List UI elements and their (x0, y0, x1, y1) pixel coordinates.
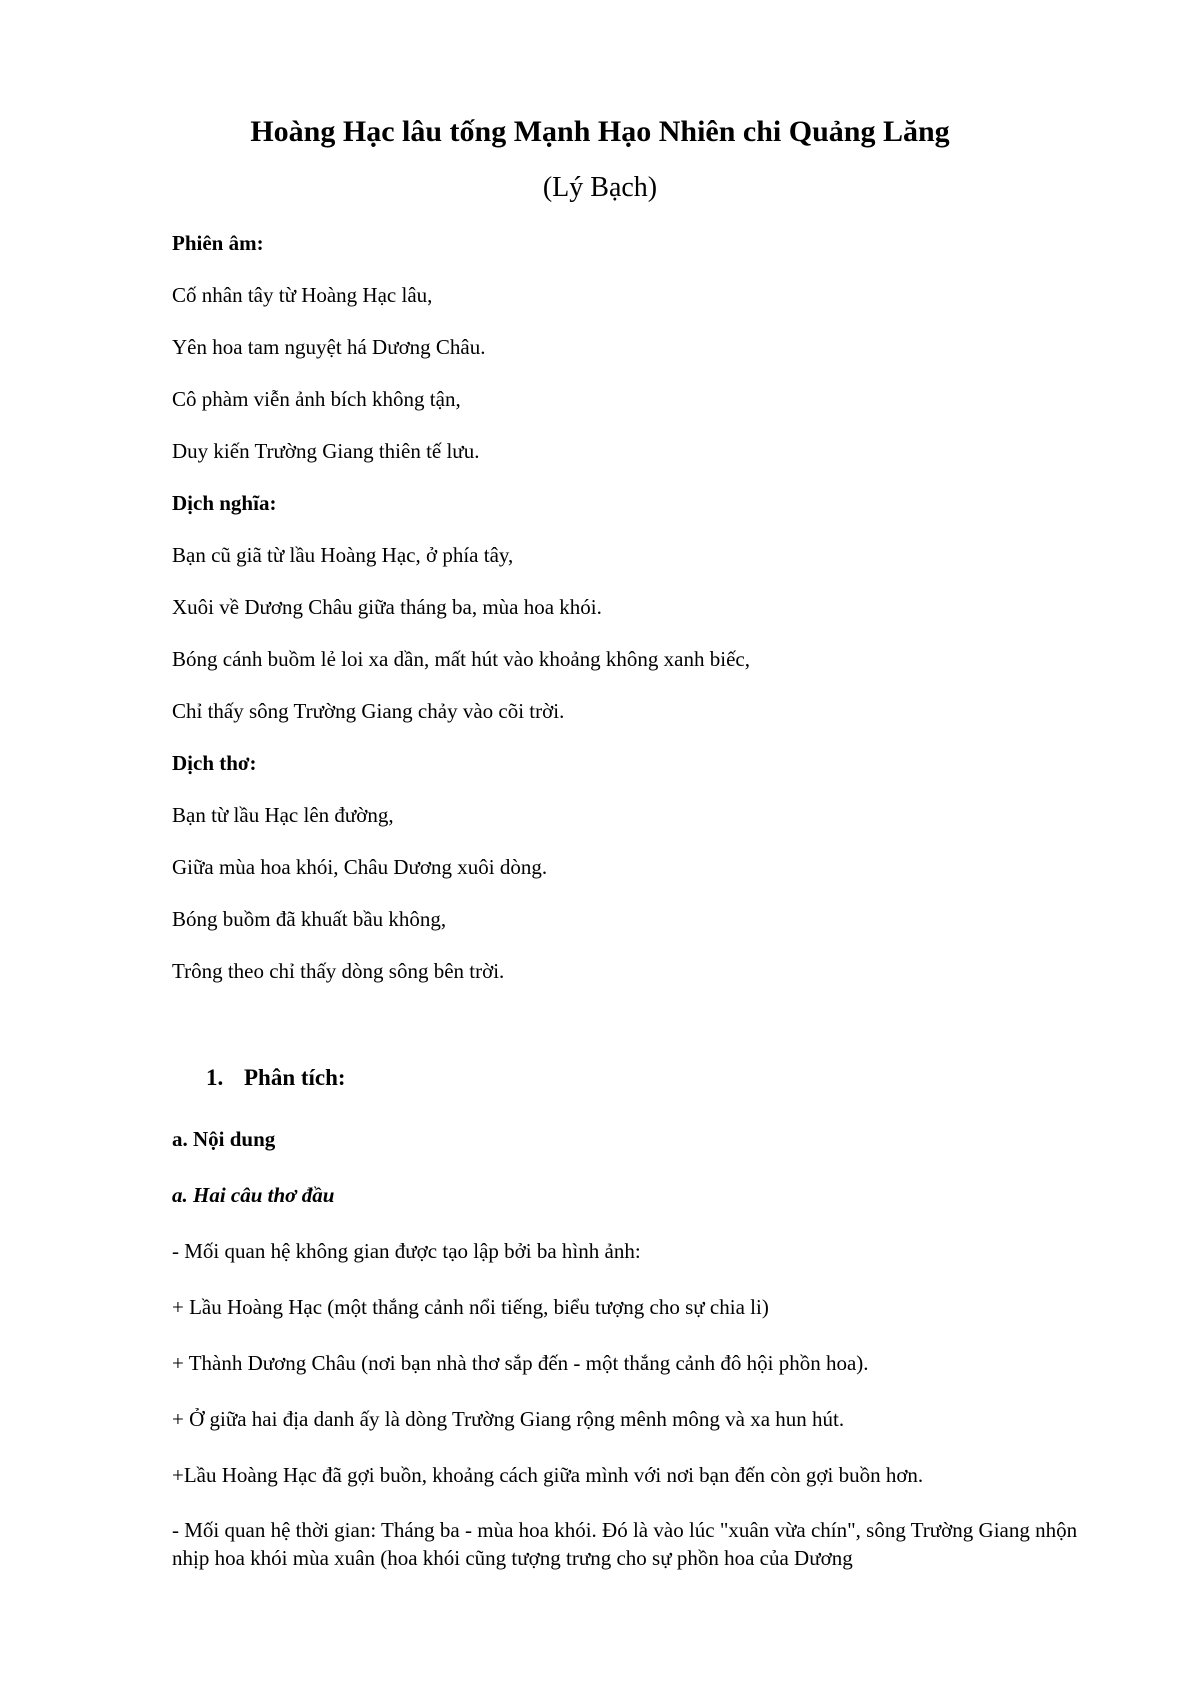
subheading-noi-dung: a. Nội dung (172, 1127, 276, 1151)
analysis-item: + Ở giữa hai địa danh ấy là dòng Trường Giang rộng mênh mông và xa hun hút. (172, 1407, 845, 1431)
analysis-item: + Lầu Hoàng Hạc (một thắng cảnh nổi tiếng, biểu tượng cho sự chia li) (172, 1295, 769, 1319)
dich-nghia-line: Xuôi về Dương Châu giữa tháng ba, mùa hoa khói. (172, 595, 602, 619)
phien-am-line: Cố nhân tây từ Hoàng Hạc lâu, (172, 283, 433, 307)
analysis-item: - Mối quan hệ không gian được tạo lập bởi ba hình ảnh: (172, 1239, 641, 1263)
poem-author: (Lý Bạch) (542, 172, 658, 203)
dich-tho-heading: Dịch thơ: (172, 751, 257, 775)
dich-nghia-heading: Dịch nghĩa: (172, 491, 277, 515)
phien-am-line: Cô phàm viễn ảnh bích không tận, (172, 387, 461, 411)
subheading-hai-cau-tho-dau: a. Hai câu thơ đầu (172, 1183, 335, 1207)
dich-tho-line: Giữa mùa hoa khói, Châu Dương xuôi dòng. (172, 855, 548, 879)
dich-tho-line: Bạn từ lầu Hạc lên đường, (172, 803, 394, 827)
phien-am-heading: Phiên âm: (172, 231, 264, 255)
analysis-number: 1. (206, 1065, 224, 1090)
analysis-paragraph: - Mối quan hệ thời gian: Tháng ba - mùa hoa khói. Đó là vào lúc "xuân vừa chín", sông Trường Giang nhộn nhịp hoa khói mùa xuân (hoa khói cũng tượng trưng cho sự phồn hoa của Dương (172, 1518, 1078, 1570)
phien-am-line: Duy kiến Trường Giang thiên tế lưu. (172, 439, 480, 463)
dich-nghia-line: Bóng cánh buồm lẻ loi xa dần, mất hút vào khoảng không xanh biếc, (172, 647, 750, 671)
analysis-item: +Lầu Hoàng Hạc đã gợi buồn, khoảng cách giữa mình với nơi bạn đến còn gợi buồn hơn. (172, 1463, 924, 1487)
phien-am-line: Yên hoa tam nguyệt há Dương Châu. (172, 335, 486, 359)
analysis-heading-text: Phân tích: (244, 1065, 346, 1090)
analysis-item: + Thành Dương Châu (nơi bạn nhà thơ sắp đến - một thắng cảnh đô hội phồn hoa). (172, 1351, 869, 1375)
dich-tho-line: Trông theo chỉ thấy dòng sông bên trời. (172, 959, 505, 983)
analysis-heading (206, 1063, 346, 1093)
dich-tho-line: Bóng buồm đã khuất bầu không, (172, 907, 447, 931)
dich-nghia-line: Chỉ thấy sông Trường Giang chảy vào cõi trời. (172, 699, 565, 723)
poem-title: Hoàng Hạc lâu tống Mạnh Hạo Nhiên chi Quảng Lăng (250, 115, 950, 148)
dich-nghia-line: Bạn cũ giã từ lầu Hoàng Hạc, ở phía tây, (172, 543, 514, 567)
